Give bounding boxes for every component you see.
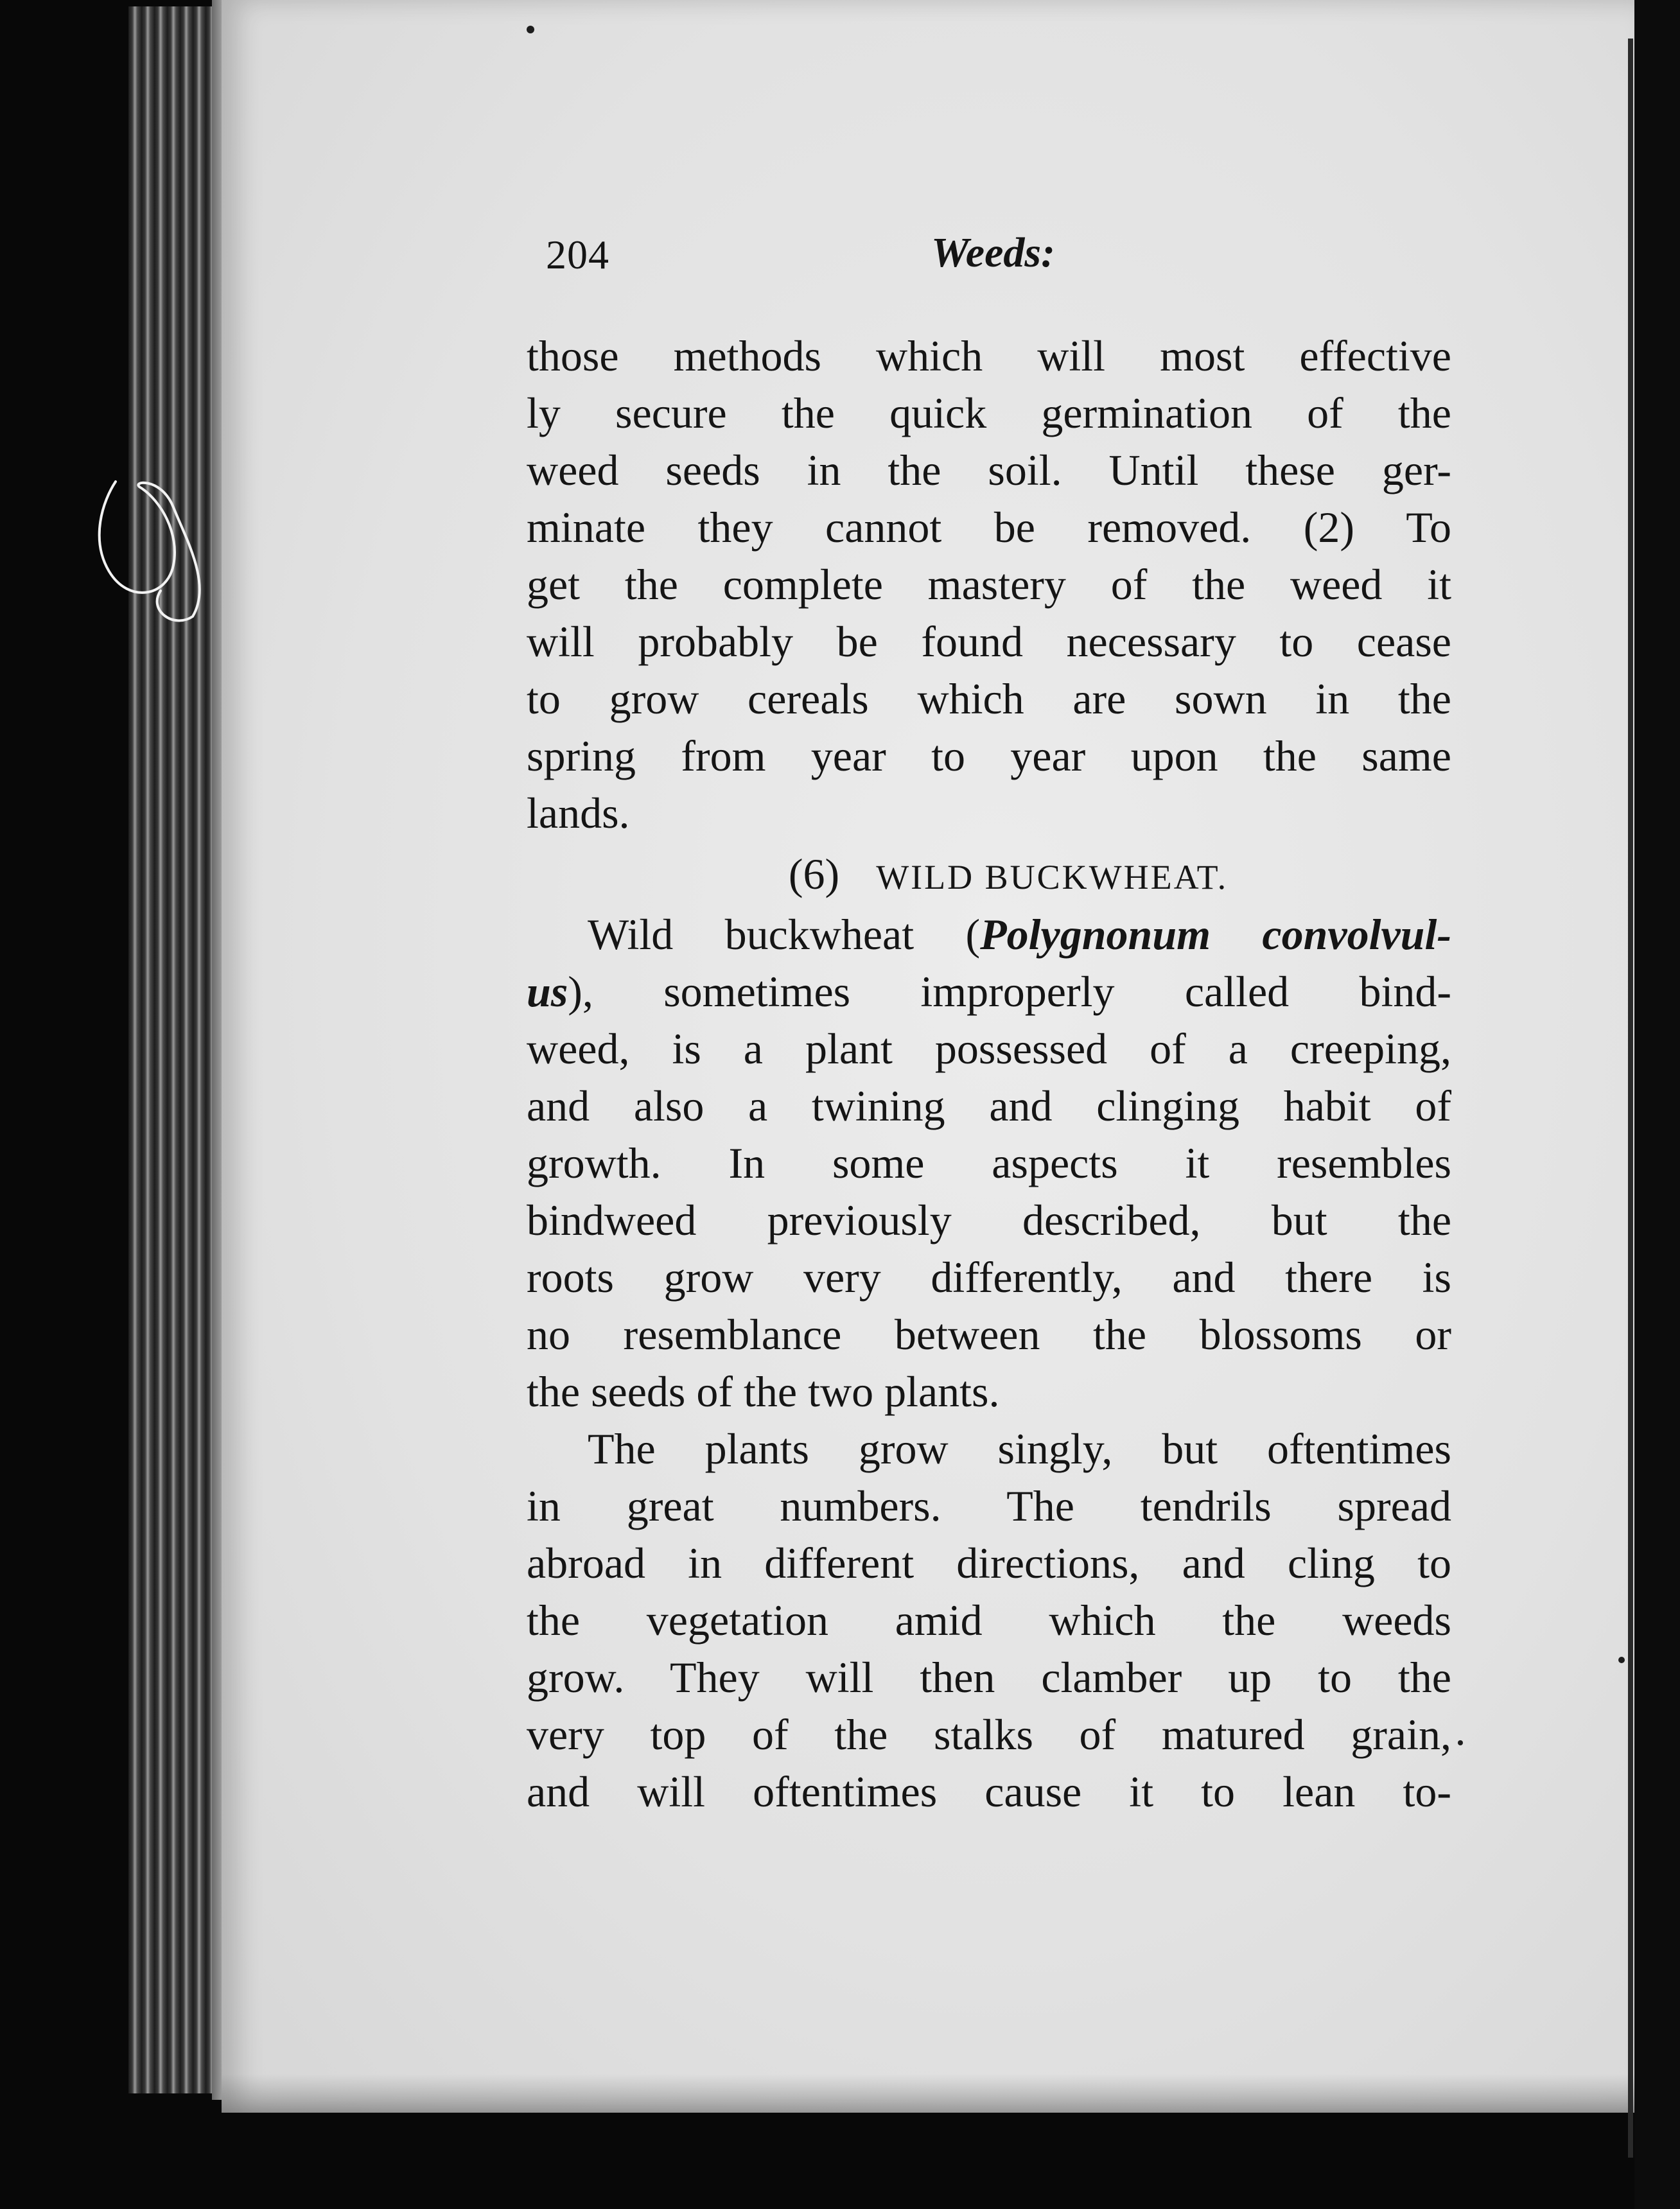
- ink-speck: [527, 26, 534, 33]
- text-line: will probably be found necessary to cease: [527, 617, 1451, 666]
- text-run: ), sometimes improperly called bind-: [568, 967, 1451, 1016]
- text-line: minate they cannot be removed. (2) To: [527, 503, 1451, 552]
- text-line: [527, 963, 1451, 1020]
- text-line: weed, is a plant possessed of a creeping,: [527, 1024, 1451, 1073]
- text-line: in great numbers. The tendrils spread: [527, 1481, 1451, 1530]
- running-title: Weeds:: [931, 229, 1056, 276]
- text-line: ly secure the quick germination of the: [527, 389, 1451, 437]
- ink-speck: [1458, 1740, 1463, 1745]
- right-dark-gutter: [1634, 0, 1680, 2209]
- text-line: lands.: [527, 789, 630, 837]
- text-line: and also a twining and clinging habit of: [527, 1081, 1451, 1130]
- page-bottom-shadow: [222, 2074, 1634, 2113]
- text-line: spring from year to year upon the same: [527, 731, 1451, 780]
- text-line: get the complete mastery of the weed it: [527, 560, 1451, 609]
- latin-name: Polygnonum convolvul-: [980, 910, 1451, 959]
- page-number: 204: [546, 232, 609, 277]
- running-head: [546, 231, 1445, 289]
- body-text: [527, 327, 1451, 1820]
- text-line: the seeds of the two plants.: [527, 1367, 1000, 1416]
- text-line: abroad in different directions, and cling to: [527, 1539, 1451, 1587]
- ink-speck: [1618, 1657, 1625, 1663]
- text-line: and will oftentimes cause it to lean to-: [527, 1767, 1451, 1816]
- section-title: WILD BUCKWHEAT.: [876, 858, 1229, 896]
- text-line: no resemblance between the blossoms or: [527, 1310, 1451, 1359]
- text-line: The plants grow singly, but oftentimes: [588, 1424, 1451, 1473]
- text-line: growth. In some aspects it resembles: [527, 1139, 1451, 1187]
- section-number: (6): [788, 850, 840, 898]
- text-line: those methods which will most effective: [527, 331, 1451, 380]
- text-line: weed seeds in the soil. Until these ger-: [527, 446, 1451, 494]
- text-line: grow. They will then clamber up to the: [527, 1653, 1451, 1702]
- text-line: to grow cereals which are sown in the: [527, 674, 1451, 723]
- text-line: very top of the stalks of matured grain,: [527, 1710, 1451, 1759]
- text-line: [527, 906, 1451, 963]
- right-page-edge: [1628, 39, 1633, 2158]
- section-heading: [527, 842, 1451, 906]
- text-line: the vegetation amid which the weeds: [527, 1596, 1451, 1645]
- text-run: Wild buckwheat (: [588, 910, 981, 959]
- text-line: roots grow very differently, and there is: [527, 1253, 1451, 1302]
- text-line: bindweed previously described, but the: [527, 1196, 1451, 1244]
- latin-name: us: [527, 967, 568, 1016]
- pencil-mark: [64, 462, 218, 629]
